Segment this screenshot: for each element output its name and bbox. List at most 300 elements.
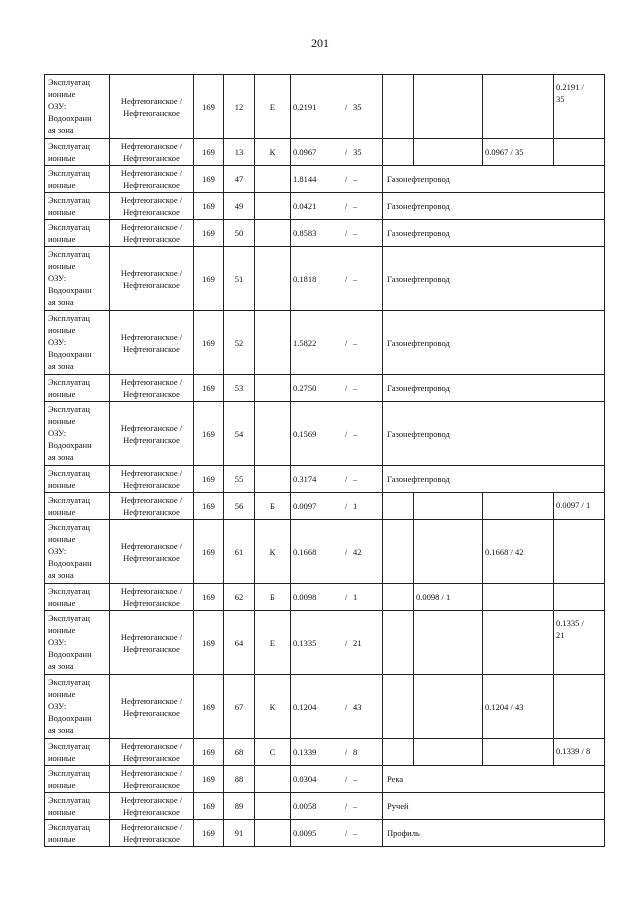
cell-text: Эксплуатац ионные <box>48 586 90 608</box>
cell-text: Эксплуатац ионные <box>48 468 90 490</box>
purpose-cell <box>383 402 605 466</box>
usage-type-cell <box>45 520 110 584</box>
category-cell <box>255 311 291 375</box>
cell-text: Нефтеюганское / Нефтеюганское <box>120 795 183 817</box>
cell-text: 49 <box>234 201 244 211</box>
cell-text: Эксплуатац ионные ОЗУ: Водоохранн ая зона <box>48 677 92 735</box>
cell-text: 62 <box>234 592 244 602</box>
category-cell <box>255 402 291 466</box>
forestry-name-cell <box>110 139 194 166</box>
cell-text: 55 <box>234 474 244 484</box>
area-denominator: – <box>353 228 358 238</box>
cell-text: 169 <box>202 747 215 757</box>
purpose-cell <box>383 793 605 820</box>
table-row <box>45 611 605 675</box>
cell-text: 169 <box>202 147 215 157</box>
usage-type-cell <box>45 820 110 847</box>
cell-text: 0.0098 / 1 <box>416 592 451 602</box>
category-cell <box>255 611 291 675</box>
forestry-name-cell <box>110 493 194 520</box>
cell-text: Нефтеюганское / Нефтеюганское <box>120 768 183 790</box>
area-denominator: 1 <box>353 592 358 602</box>
area-denominator: – <box>353 337 358 348</box>
table-row <box>45 520 605 584</box>
purpose-cell <box>383 375 605 402</box>
cell-text: Е <box>269 101 276 112</box>
block-number-cell <box>194 311 224 375</box>
distribution-cell-c3 <box>483 611 554 675</box>
category-cell <box>255 493 291 520</box>
cell-text: Нефтеюганское / Нефтеюганское <box>120 141 183 163</box>
slash: / <box>344 428 348 439</box>
purpose-cell <box>383 220 605 247</box>
forestry-name-cell <box>110 739 194 766</box>
area-value-cell <box>291 466 383 493</box>
slash: / <box>344 201 348 211</box>
usage-type-cell <box>45 584 110 611</box>
block-number-cell <box>194 793 224 820</box>
cell-text: Эксплуатац ионные <box>48 141 90 163</box>
cell-text: 0.2191 / 35 <box>556 82 584 104</box>
table-row <box>45 493 605 520</box>
cell-text: Ручей <box>387 801 409 811</box>
table-row <box>45 139 605 166</box>
usage-type-cell <box>45 220 110 247</box>
plot-number-cell <box>224 311 255 375</box>
usage-type-cell <box>45 247 110 311</box>
forestry-name-cell <box>110 311 194 375</box>
area-value: 0.1818 <box>293 273 317 284</box>
forestry-name-cell <box>110 402 194 466</box>
cell-text: 169 <box>202 474 215 484</box>
block-number-cell <box>194 402 224 466</box>
plot-number-cell <box>224 193 255 220</box>
area-denominator: – <box>353 474 358 484</box>
cell-text: Профиль <box>387 828 420 838</box>
plot-number-cell <box>224 466 255 493</box>
cell-text: Эксплуатац ионные <box>48 795 90 817</box>
plot-number-cell <box>224 675 255 739</box>
area-value: 0.1335 <box>293 637 317 648</box>
category-cell <box>255 220 291 247</box>
table-row <box>45 75 605 139</box>
cell-text: Нефтеюганское / Нефтеюганское <box>120 695 183 718</box>
area-denominator: – <box>353 201 358 211</box>
cell-text: Эксплуатац ионные ОЗУ: Водоохранн ая зона <box>48 77 92 135</box>
cell-text: Нефтеюганское / Нефтеюганское <box>120 377 183 399</box>
area-value: 0.8583 <box>293 228 317 238</box>
plot-number-cell <box>224 520 255 584</box>
area-value: 0.2750 <box>293 383 317 393</box>
area-value: 0.1569 <box>293 428 317 439</box>
area-denominator: – <box>353 828 358 838</box>
area-denominator: 21 <box>353 637 362 648</box>
area-value-cell <box>291 584 383 611</box>
table-body <box>45 75 605 847</box>
area-denominator: – <box>353 383 358 393</box>
area-value: 0.1339 <box>293 747 317 757</box>
slash: / <box>344 637 348 648</box>
purpose-cell <box>383 311 605 375</box>
usage-type-cell <box>45 466 110 493</box>
cell-text: 169 <box>202 383 215 393</box>
cell-text: 169 <box>202 201 215 211</box>
cell-text: Е <box>269 637 276 648</box>
distribution-cell-c2 <box>414 139 483 166</box>
area-value: 0.0967 <box>293 147 317 157</box>
table-row <box>45 466 605 493</box>
table-row <box>45 247 605 311</box>
slash: / <box>344 383 348 393</box>
table-row <box>45 793 605 820</box>
area-value: 0.0095 <box>293 828 317 838</box>
plot-number-cell <box>224 375 255 402</box>
block-number-cell <box>194 766 224 793</box>
cell-text: Газонефтепровод <box>387 337 450 348</box>
cell-text: 91 <box>234 828 244 838</box>
area-value-cell <box>291 520 383 584</box>
usage-type-cell <box>45 493 110 520</box>
cell-text: Газонефтепровод <box>387 273 450 284</box>
distribution-cell-c3 <box>483 675 554 739</box>
category-cell <box>255 793 291 820</box>
cell-text: Эксплуатац ионные <box>48 222 90 244</box>
area-denominator: 43 <box>353 701 362 712</box>
cell-text: Эксплуатац ионные <box>48 768 90 790</box>
cell-text: Б <box>270 501 275 511</box>
area-value: 0.0097 <box>293 501 317 511</box>
category-cell <box>255 739 291 766</box>
cell-text: 68 <box>234 747 244 757</box>
cell-text: Эксплуатац ионные ОЗУ: Водоохранн ая зона <box>48 404 92 462</box>
cell-text: 0.0097 / 1 <box>556 500 591 510</box>
land-plot-table <box>44 74 605 847</box>
category-cell <box>255 193 291 220</box>
area-value: 0.0421 <box>293 201 317 211</box>
cell-text: Нефтеюганское / Нефтеюганское <box>120 586 183 608</box>
forestry-name-cell <box>110 820 194 847</box>
block-number-cell <box>194 739 224 766</box>
forestry-name-cell <box>110 166 194 193</box>
area-value: 0.0098 <box>293 592 317 602</box>
cell-text: С <box>269 747 276 757</box>
cell-text: 0.1668 / 42 <box>485 546 524 557</box>
cell-text: 50 <box>234 228 244 238</box>
area-denominator: – <box>353 774 358 784</box>
distribution-cell-c1 <box>383 520 414 584</box>
plot-number-cell <box>224 139 255 166</box>
plot-number-cell <box>224 166 255 193</box>
distribution-cell-c4 <box>554 493 605 520</box>
cell-text: Нефтеюганское / Нефтеюганское <box>120 741 183 763</box>
cell-text: Нефтеюганское / Нефтеюганское <box>120 495 183 517</box>
distribution-cell-c1 <box>383 493 414 520</box>
category-cell <box>255 520 291 584</box>
area-denominator: 1 <box>353 501 358 511</box>
forestry-name-cell <box>110 75 194 139</box>
area-denominator: – <box>353 273 358 284</box>
distribution-cell-c1 <box>383 139 414 166</box>
category-cell <box>255 247 291 311</box>
area-value: 0.0304 <box>293 774 317 784</box>
cell-text: Газонефтепровод <box>387 174 450 184</box>
category-cell <box>255 166 291 193</box>
cell-text: Эксплуатац ионные ОЗУ: Водоохранн ая зона <box>48 249 92 307</box>
distribution-cell-c4 <box>554 611 605 675</box>
block-number-cell <box>194 820 224 847</box>
forestry-name-cell <box>110 220 194 247</box>
cell-text: 64 <box>234 637 244 648</box>
cell-text: 169 <box>202 228 215 238</box>
area-value: 0.1668 <box>293 546 317 557</box>
area-value: 1.5822 <box>293 337 317 348</box>
forestry-name-cell <box>110 466 194 493</box>
block-number-cell <box>194 247 224 311</box>
usage-type-cell <box>45 402 110 466</box>
table-row <box>45 675 605 739</box>
area-value-cell <box>291 247 383 311</box>
purpose-cell <box>383 766 605 793</box>
block-number-cell <box>194 675 224 739</box>
cell-text: К <box>269 546 276 557</box>
cell-text: Нефтеюганское / Нефтеюганское <box>120 222 183 244</box>
slash: / <box>344 337 348 348</box>
block-number-cell <box>194 493 224 520</box>
area-value-cell <box>291 193 383 220</box>
slash: / <box>344 592 348 602</box>
area-value-cell <box>291 675 383 739</box>
area-value-cell <box>291 75 383 139</box>
area-value-cell <box>291 402 383 466</box>
plot-number-cell <box>224 611 255 675</box>
usage-type-cell <box>45 75 110 139</box>
cell-text: К <box>269 701 276 712</box>
usage-type-cell <box>45 766 110 793</box>
cell-text: Эксплуатац ионные ОЗУ: Водоохранн ая зона <box>48 613 92 671</box>
table-row <box>45 166 605 193</box>
block-number-cell <box>194 520 224 584</box>
distribution-cell-c2 <box>414 493 483 520</box>
block-number-cell <box>194 466 224 493</box>
slash: / <box>344 801 348 811</box>
cell-text: 0.0967 / 35 <box>485 147 524 157</box>
area-value-cell <box>291 166 383 193</box>
area-denominator: 35 <box>353 147 362 157</box>
cell-text: Нефтеюганское / Нефтеюганское <box>120 422 183 445</box>
cell-text: Газонефтепровод <box>387 474 450 484</box>
cell-text: 169 <box>202 174 215 184</box>
area-value: 0.2191 <box>293 101 317 112</box>
area-value-cell <box>291 739 383 766</box>
purpose-cell <box>383 166 605 193</box>
table-row <box>45 402 605 466</box>
area-value-cell <box>291 766 383 793</box>
area-denominator: – <box>353 428 358 439</box>
slash: / <box>344 273 348 284</box>
cell-text: Нефтеюганское / Нефтеюганское <box>120 168 183 190</box>
forestry-name-cell <box>110 675 194 739</box>
area-value-cell <box>291 220 383 247</box>
category-cell <box>255 139 291 166</box>
table-row <box>45 375 605 402</box>
slash: / <box>344 147 348 157</box>
cell-text: Нефтеюганское / Нефтеюганское <box>120 95 183 118</box>
plot-number-cell <box>224 75 255 139</box>
distribution-cell-c3 <box>483 520 554 584</box>
cell-text: Эксплуатац ионные <box>48 168 90 190</box>
cell-text: Нефтеюганское / Нефтеюганское <box>120 195 183 217</box>
cell-text: Река <box>387 774 404 784</box>
category-cell <box>255 75 291 139</box>
cell-text: Нефтеюганское / Нефтеюганское <box>120 468 183 490</box>
table-row <box>45 584 605 611</box>
cell-text: 169 <box>202 501 215 511</box>
distribution-cell-c4 <box>554 75 605 139</box>
block-number-cell <box>194 166 224 193</box>
plot-number-cell <box>224 220 255 247</box>
distribution-cell-c1 <box>383 75 414 139</box>
category-cell <box>255 766 291 793</box>
slash: / <box>344 546 348 557</box>
cell-text: Эксплуатац ионные <box>48 741 90 763</box>
table-row <box>45 311 605 375</box>
cell-text: 51 <box>234 273 244 284</box>
slash: / <box>344 228 348 238</box>
category-cell <box>255 675 291 739</box>
cell-text: 169 <box>202 101 215 112</box>
category-cell <box>255 820 291 847</box>
forestry-name-cell <box>110 193 194 220</box>
cell-text: Эксплуатац ионные ОЗУ: Водоохранн ая зона <box>48 522 92 580</box>
distribution-cell-c1 <box>383 584 414 611</box>
distribution-cell-c2 <box>414 584 483 611</box>
distribution-cell-c2 <box>414 75 483 139</box>
cell-text: Газонефтепровод <box>387 201 450 211</box>
distribution-cell-c4 <box>554 139 605 166</box>
cell-text: 13 <box>234 147 244 157</box>
plot-number-cell <box>224 247 255 311</box>
cell-text: 169 <box>202 337 215 348</box>
cell-text: Б <box>270 592 275 602</box>
distribution-cell-c4 <box>554 675 605 739</box>
distribution-cell-c2 <box>414 520 483 584</box>
area-value-cell <box>291 820 383 847</box>
cell-text: 169 <box>202 273 215 284</box>
category-cell <box>255 466 291 493</box>
area-value: 1.8144 <box>293 174 317 184</box>
forestry-name-cell <box>110 766 194 793</box>
plot-number-cell <box>224 493 255 520</box>
cell-text: 47 <box>234 174 244 184</box>
block-number-cell <box>194 75 224 139</box>
usage-type-cell <box>45 375 110 402</box>
cell-text: Газонефтепровод <box>387 228 450 238</box>
cell-text: 169 <box>202 428 215 439</box>
block-number-cell <box>194 193 224 220</box>
distribution-cell-c4 <box>554 520 605 584</box>
slash: / <box>344 174 348 184</box>
distribution-cell-c4 <box>554 739 605 766</box>
distribution-cell-c3 <box>483 739 554 766</box>
cell-text: 169 <box>202 637 215 648</box>
plot-number-cell <box>224 584 255 611</box>
cell-text: 61 <box>234 546 244 557</box>
area-denominator: – <box>353 174 358 184</box>
cell-text: Газонефтепровод <box>387 383 450 393</box>
category-cell <box>255 584 291 611</box>
cell-text: 169 <box>202 801 215 811</box>
cell-text: 0.1339 / 8 <box>556 746 591 756</box>
area-value-cell <box>291 375 383 402</box>
block-number-cell <box>194 584 224 611</box>
usage-type-cell <box>45 739 110 766</box>
slash: / <box>344 747 348 757</box>
cell-text: 169 <box>202 701 215 712</box>
cell-text: 169 <box>202 774 215 784</box>
distribution-cell-c1 <box>383 675 414 739</box>
area-value: 0.0058 <box>293 801 317 811</box>
cell-text: Нефтеюганское / Нефтеюганское <box>120 822 183 844</box>
usage-type-cell <box>45 611 110 675</box>
plot-number-cell <box>224 402 255 466</box>
cell-text: 169 <box>202 828 215 838</box>
usage-type-cell <box>45 675 110 739</box>
distribution-cell-c2 <box>414 611 483 675</box>
cell-text: Нефтеюганское / Нефтеюганское <box>120 540 183 563</box>
distribution-cell-c1 <box>383 739 414 766</box>
plot-number-cell <box>224 820 255 847</box>
area-denominator: 8 <box>353 747 358 757</box>
slash: / <box>344 828 348 838</box>
cell-text: Эксплуатац ионные <box>48 195 90 217</box>
distribution-cell-c3 <box>483 139 554 166</box>
cell-text: Эксплуатац ионные <box>48 495 90 517</box>
cell-text: Газонефтепровод <box>387 428 450 439</box>
cell-text: 0.1335 / 21 <box>556 618 584 640</box>
slash: / <box>344 101 348 112</box>
cell-text: 88 <box>234 774 244 784</box>
usage-type-cell <box>45 311 110 375</box>
purpose-cell <box>383 193 605 220</box>
usage-type-cell <box>45 793 110 820</box>
forestry-name-cell <box>110 793 194 820</box>
slash: / <box>344 774 348 784</box>
usage-type-cell <box>45 193 110 220</box>
purpose-cell <box>383 247 605 311</box>
slash: / <box>344 701 348 712</box>
block-number-cell <box>194 139 224 166</box>
distribution-cell-c1 <box>383 611 414 675</box>
slash: / <box>344 501 348 511</box>
table-row <box>45 820 605 847</box>
block-number-cell <box>194 375 224 402</box>
distribution-cell-c2 <box>414 675 483 739</box>
block-number-cell <box>194 220 224 247</box>
cell-text: Нефтеюганское / Нефтеюганское <box>120 631 183 654</box>
slash: / <box>344 474 348 484</box>
area-denominator: – <box>353 801 358 811</box>
block-number-cell <box>194 611 224 675</box>
purpose-cell <box>383 820 605 847</box>
table-row <box>45 766 605 793</box>
forestry-name-cell <box>110 584 194 611</box>
plot-number-cell <box>224 766 255 793</box>
distribution-cell-c3 <box>483 75 554 139</box>
distribution-cell-c3 <box>483 584 554 611</box>
area-value: 0.1204 <box>293 701 317 712</box>
usage-type-cell <box>45 166 110 193</box>
cell-text: 54 <box>234 428 244 439</box>
